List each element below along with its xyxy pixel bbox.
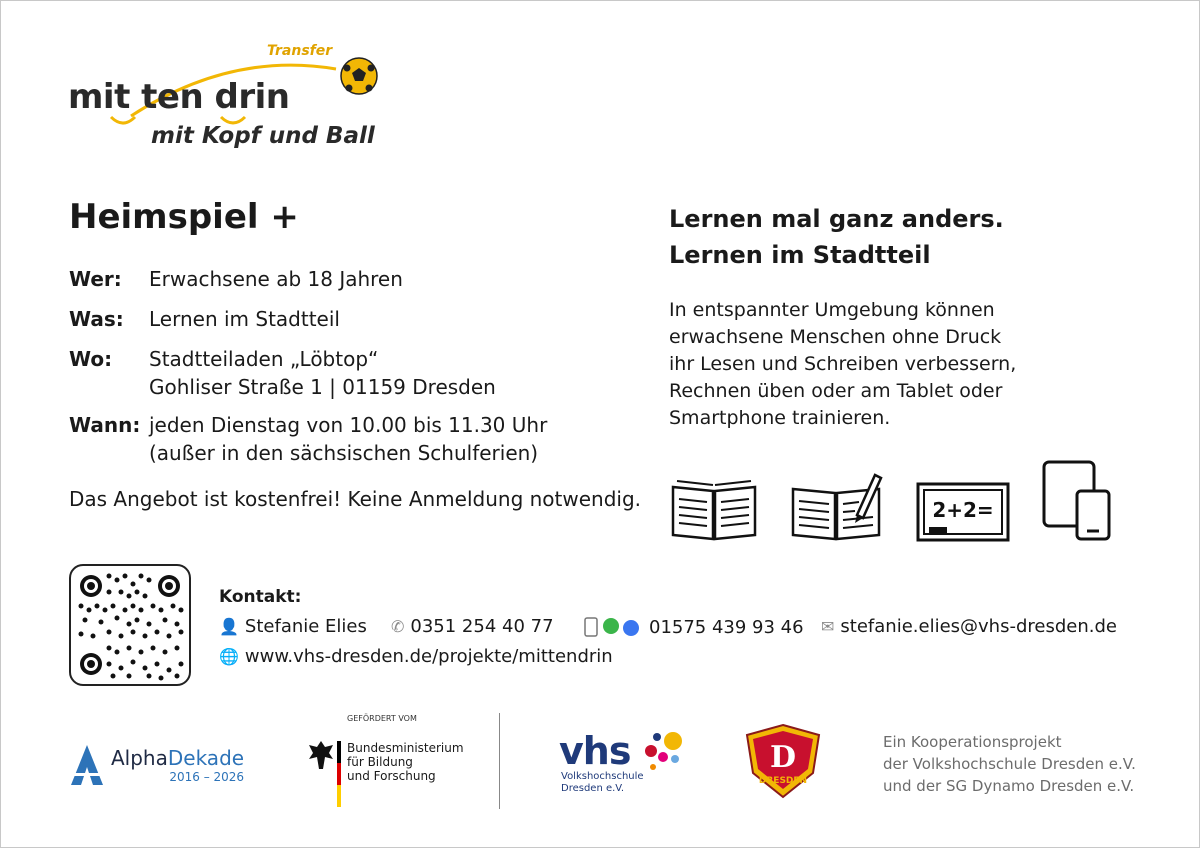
globe-icon: 🌐 xyxy=(219,647,239,666)
learning-icons-row xyxy=(669,459,1113,543)
right-heading-line: Lernen mal ganz anders. xyxy=(669,205,1004,233)
bmbf-line: und Forschung xyxy=(347,769,436,783)
page-title: Heimspiel + xyxy=(69,197,299,237)
contact-mobile-text: 01575 439 93 46 xyxy=(649,616,804,638)
dynamo-letter: D xyxy=(769,740,797,775)
alphadekade-part2: Dekade xyxy=(167,746,245,770)
alphadekade-years: 2016 – 2026 xyxy=(169,770,245,784)
qr-code-pattern xyxy=(71,566,189,684)
tablet-phone-icon xyxy=(1041,459,1113,543)
person-icon: 👤 xyxy=(219,617,239,636)
open-book-icon xyxy=(669,477,759,543)
vhs-sub-line: Volkshochschule xyxy=(561,771,644,782)
info-row-when xyxy=(69,411,547,467)
info-row-who xyxy=(69,265,403,293)
info-value: Lernen im Stadtteil xyxy=(149,307,340,331)
vhs-sub-line: Dresden e.V. xyxy=(561,783,625,794)
contact-web-text: www.vhs-dresden.de/projekte/mittendrin xyxy=(244,646,613,667)
cooperation-note xyxy=(883,731,1136,797)
alphadekade-mark-icon xyxy=(69,743,105,787)
contact-phone-text: 0351 254 40 77 xyxy=(410,616,554,637)
dynamo-dresden-crest-icon xyxy=(743,723,823,799)
alphadekade-part1: Alpha xyxy=(111,746,168,770)
contact-email-text: stefanie.elies@vhs-dresden.de xyxy=(840,616,1117,637)
vhs-wordmark: vhs xyxy=(559,729,631,773)
description-line: In entspannter Umgebung können xyxy=(669,299,995,321)
logo-subtitle: mit Kopf und Ball xyxy=(151,123,375,149)
contact-name xyxy=(219,616,367,637)
alphadekade-logo xyxy=(69,743,244,787)
contact-phone[interactable] xyxy=(391,616,554,637)
free-note: Das Angebot ist kostenfrei! Keine Anmeldung notwendig. xyxy=(69,487,642,511)
logo-wordmark: mit ten drin xyxy=(68,77,290,117)
coop-line: der Volkshochschule Dresden e.V. xyxy=(883,755,1136,773)
description-line: Smartphone trainieren. xyxy=(669,407,891,429)
german-flag-stripe xyxy=(337,741,341,807)
coop-line: und der SG Dynamo Dresden e.V. xyxy=(883,777,1135,795)
dynamo-text: DRESDEN xyxy=(758,776,808,786)
bmbf-line: für Bildung xyxy=(347,755,413,769)
right-heading-line: Lernen im Stadtteil xyxy=(669,241,931,269)
info-value: (außer in den sächsischen Schulferien) xyxy=(149,441,539,465)
vhs-dots-icon xyxy=(637,727,687,775)
bmbf-name xyxy=(347,741,464,783)
info-value: Stadtteiladen „Löbtop“ xyxy=(149,347,379,371)
qr-code[interactable] xyxy=(69,564,191,686)
description-line: Rechnen üben oder am Tablet oder xyxy=(669,380,1003,402)
chalkboard-text: 2+2= xyxy=(932,498,994,522)
contact-mobile[interactable] xyxy=(583,616,804,638)
right-description xyxy=(669,297,1016,432)
description-line: ihr Lesen und Schreiben verbessern, xyxy=(669,353,1017,375)
footer-divider xyxy=(499,713,500,809)
writing-book-icon xyxy=(789,471,885,543)
info-label: Was: xyxy=(69,307,124,331)
alphadekade-name xyxy=(111,746,244,770)
chalkboard-icon xyxy=(915,481,1011,543)
contact-email[interactable] xyxy=(821,616,1117,637)
logo-transfer-label: Transfer xyxy=(267,43,333,59)
contact-name-text: Stefanie Elies xyxy=(244,616,367,637)
info-value: Gohliser Straße 1 | 01159 Dresden xyxy=(149,375,496,399)
bmbf-supported-label: GEFÖRDERT VOM xyxy=(347,714,417,723)
mobile-whatsapp-signal-icon xyxy=(583,616,643,638)
bmbf-line: Bundesministerium xyxy=(347,741,464,755)
info-label: Wann: xyxy=(69,413,141,437)
mail-icon: ✉ xyxy=(821,617,835,636)
description-line: erwachsene Menschen ohne Druck xyxy=(669,326,1002,348)
info-label: Wo: xyxy=(69,347,113,371)
contact-title: Kontakt: xyxy=(219,587,302,607)
info-value: jeden Dienstag von 10.00 bis 11.30 Uhr xyxy=(149,413,548,437)
vhs-subtitle xyxy=(561,771,644,795)
coop-line: Ein Kooperationsprojekt xyxy=(883,733,1062,751)
phone-icon: ✆ xyxy=(391,617,405,636)
soccer-ball-icon xyxy=(339,56,379,96)
contact-web[interactable] xyxy=(219,646,613,667)
info-row-where xyxy=(69,345,496,401)
info-value: Erwachsene ab 18 Jahren xyxy=(149,267,403,291)
info-label: Wer: xyxy=(69,267,122,291)
info-row-what xyxy=(69,305,340,333)
right-heading xyxy=(669,201,1004,273)
federal-eagle-icon xyxy=(307,739,335,771)
